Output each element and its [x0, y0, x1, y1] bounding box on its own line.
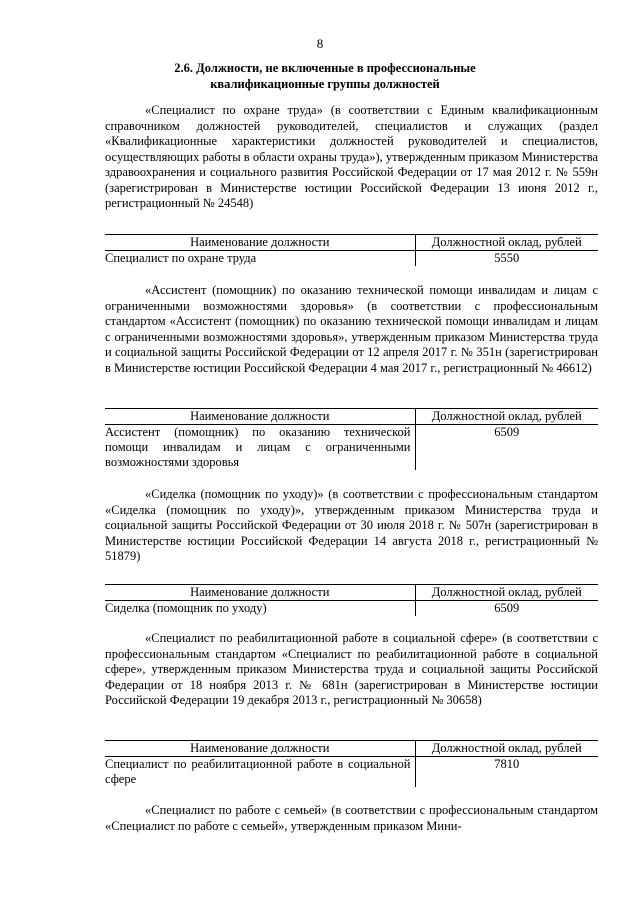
position-name: Ассистент (помощник) по оказанию технической помощи инвалидам и лицам с ограниченными возможностями здоровья	[105, 425, 415, 471]
salary-table-rehabilitation	[105, 740, 598, 787]
column-header-salary: Должностной оклад, рублей	[415, 585, 598, 601]
table-row	[105, 757, 598, 788]
salary-table-caregiver	[105, 584, 598, 616]
salary-value: 6509	[494, 425, 520, 439]
column-header-position: Наименование должности	[105, 741, 415, 757]
position-name: Специалист по охране труда	[105, 251, 415, 267]
heading-line-1: 2.6. Должности, не включенные в профессиональные	[174, 61, 476, 75]
column-header-position: Наименование должности	[105, 409, 415, 425]
column-header-salary: Должностной оклад, рублей	[415, 409, 598, 425]
heading-line-2: квалификационные группы должностей	[210, 77, 440, 91]
table-row	[105, 251, 598, 267]
table-header-row	[105, 741, 598, 757]
table-header-row	[105, 235, 598, 251]
paragraph-caregiver: «Сиделка (помощник по уходу)» (в соответствии с профессиональным стандартом «Сиделка (помощник по уходу)», утвержденным приказом Министерства труда и социальной защиты Российской Федерации от 30 июля 2018 г. № 507н (зарегистрирован в Министерстве юстиции Российской Федерации 14 августа 2018 г., регистрационный № 51879)	[105, 487, 598, 563]
table-row	[105, 601, 598, 617]
page-number: 8	[316, 36, 324, 51]
table-header-row	[105, 409, 598, 425]
paragraph-assistant: «Ассистент (помощник) по оказанию технической помощи инвалидам и лицам с ограниченными возможностями здоровья» (в соответствии с профессиональным стандартом «Ассистент (помощник) по оказанию технической помощи инвалидам и лицам с ограниченными возможностями здоровья», утвержденным приказом Министерства труда и социальной защиты Российской Федерации от 12 апреля 2017 г. № 351н (зарегистрирован в Министерстве юстиции Российской Федерации 4 мая 2017 г., регистрационный № 46612)	[105, 283, 598, 375]
salary-table-occupational-safety	[105, 234, 598, 266]
paragraph-occupational-safety: «Специалист по охране труда» (в соответствии с Единым квалификационным справочником должностей руководителей, специалистов и служащих (раздел «Квалификационные характеристики должностей руководителей и специалистов, осуществляющих работы в области охраны труда»), утвержденным приказом Министерства здравоохранения и социального развития Российской Федерации от 17 мая 2012 г. № 559н (зарегистрирован в Министерстве юстиции Российской Федерации 13 июня 2012 г., регистрационный № 24548)	[105, 103, 598, 210]
column-header-salary: Должностной оклад, рублей	[415, 235, 598, 251]
salary-table-assistant	[105, 408, 598, 470]
salary-value: 6509	[494, 601, 520, 615]
column-header-position: Наименование должности	[105, 585, 415, 601]
salary-value: 7810	[494, 757, 520, 771]
position-name: Специалист по реабилитационной работе в социальной сфере	[105, 757, 415, 788]
column-header-salary: Должностной оклад, рублей	[415, 741, 598, 757]
column-header-position: Наименование должности	[105, 235, 415, 251]
paragraph-family-specialist: «Специалист по работе с семьей» (в соответствии с профессиональным стандартом «Специалист по работе с семьей», утвержденным приказом Мини-	[105, 803, 598, 833]
table-header-row	[105, 585, 598, 601]
paragraph-rehabilitation: «Специалист по реабилитационной работе в социальной сфере» (в соответствии с профессиональным стандартом «Специалист по реабилитационной работе в социальной сфере», утвержденным приказом Министерства труда и социальной защиты Российской Федерации от 18 ноября 2013 г. № 681н (зарегистрирован в Министерстве юстиции Российской Федерации 19 декабря 2013 г., регистрационный № 30658)	[105, 631, 598, 707]
salary-value: 5550	[494, 251, 520, 265]
section-heading	[150, 60, 500, 92]
position-name: Сиделка (помощник по уходу)	[105, 601, 415, 617]
table-row	[105, 425, 598, 471]
